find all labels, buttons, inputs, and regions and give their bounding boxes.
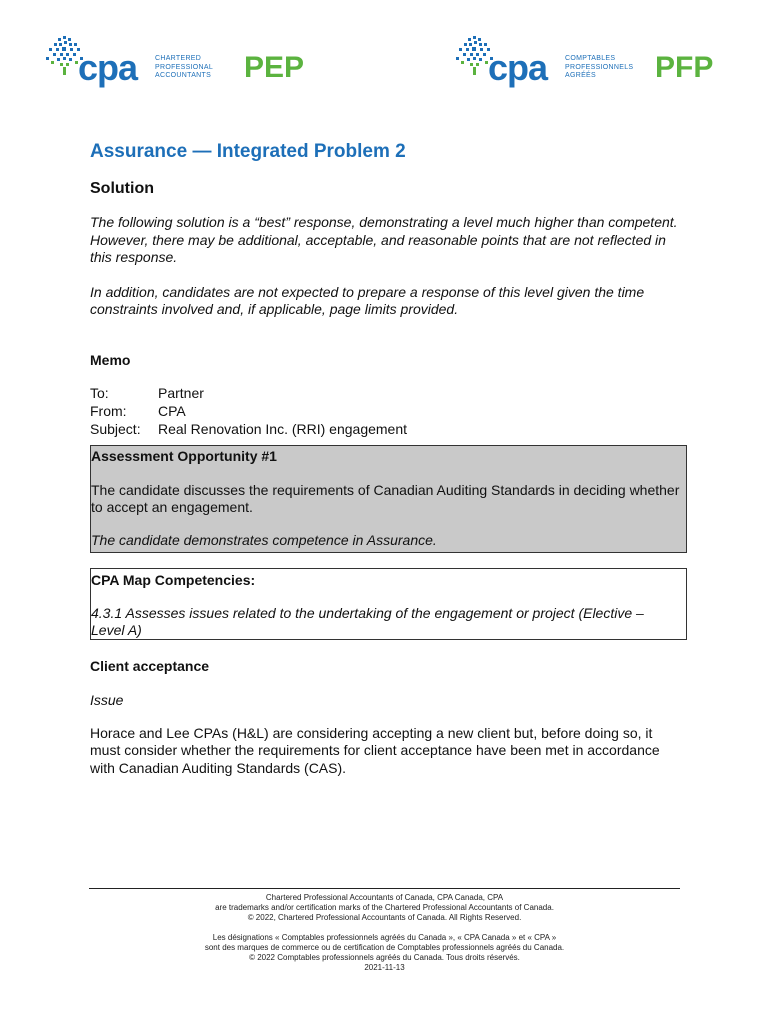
assessment-heading: Assessment Opportunity #1	[91, 447, 277, 464]
memo-from-row	[90, 402, 407, 420]
footer-date: 2021-11-13	[364, 963, 405, 972]
assessment-text: The candidate discusses the requirements of Canadian Auditing Standards in deciding whether to accept an engagement.	[91, 481, 680, 515]
intro-paragraph-1: The following solution is a “best” response, demonstrating a level much higher than competent. However, there may be additional, acceptable, and reasonable points that are not reflected in this response.	[90, 214, 678, 265]
memo-subject-row	[90, 420, 407, 438]
issue-label: Issue	[90, 691, 124, 708]
memo-to-row	[90, 384, 407, 402]
solution-heading: Solution	[90, 180, 154, 197]
memo-from-label: From:	[90, 402, 127, 419]
document-body	[90, 138, 686, 777]
memo-from-value: CPA	[158, 402, 186, 419]
client-acceptance-heading: Client acceptance	[90, 657, 210, 674]
footer-fr-line-2: sont des marques de commerce ou de certification de Comptables professionnels agréés du Canada.	[204, 943, 565, 952]
footer-fr-line-3: © 2022 Comptables professionnels agréés du Canada. Tous droits réservés.	[249, 953, 520, 962]
footer-en-line-3: © 2022, Chartered Professional Accountants of Canada. All Rights Reserved.	[247, 913, 522, 922]
competencies-text: 4.3.1 Assesses issues related to the undertaking of the engagement or project (Elective – Level A)	[91, 604, 644, 638]
memo-to-label: To:	[90, 384, 109, 401]
footer	[89, 893, 680, 973]
cpa-wordmark: cpa	[78, 47, 138, 88]
footer-fr-line-1: Les désignations « Comptables professionnels agréés du Canada », « CPA Canada » et « CPA »	[212, 933, 557, 942]
program-label-pep: PEP	[244, 51, 305, 84]
assessment-opportunity-box	[90, 445, 687, 553]
cpa-wordmark: cpa	[488, 47, 548, 88]
memo-header-table	[90, 384, 407, 438]
page-title: Assurance — Integrated Problem 2	[90, 141, 406, 162]
logo-subtitle: CHARTERED PROFESSIONAL ACCOUNTANTS	[155, 55, 214, 79]
logo-subtitle: COMPTABLES PROFESSIONNELS AGRÉÉS	[565, 55, 634, 79]
assessment-competence: The candidate demonstrates competence in Assurance.	[91, 531, 437, 548]
issue-paragraph: Horace and Lee CPAs (H&L) are considering accepting a new client but, before doing so, it must consider whether the requirements for client acceptance have been met in accordance with Canadian Auditing Standards (CAS).	[90, 724, 660, 776]
footer-en-line-2: are trademarks and/or certification marks of the Chartered Professional Accountants of Canada.	[215, 903, 554, 912]
competencies-heading: CPA Map Competencies:	[91, 571, 256, 588]
program-label-pfp: PFP	[655, 51, 714, 84]
memo-to-value: Partner	[158, 384, 204, 401]
footer-spacer	[89, 923, 680, 933]
footer-en-line-1: Chartered Professional Accountants of Canada, CPA Canada, CPA	[265, 893, 504, 902]
memo-heading: Memo	[90, 351, 131, 368]
memo-subject-label: Subject:	[90, 420, 141, 437]
footer-divider	[89, 888, 680, 889]
cpa-map-competencies-box	[90, 568, 687, 640]
memo-subject-value: Real Renovation Inc. (RRI) engagement	[158, 420, 408, 437]
intro-paragraph-2: In addition, candidates are not expected to prepare a response of this level given the time constraints involved and, if applicable, page limits provided.	[90, 283, 645, 317]
